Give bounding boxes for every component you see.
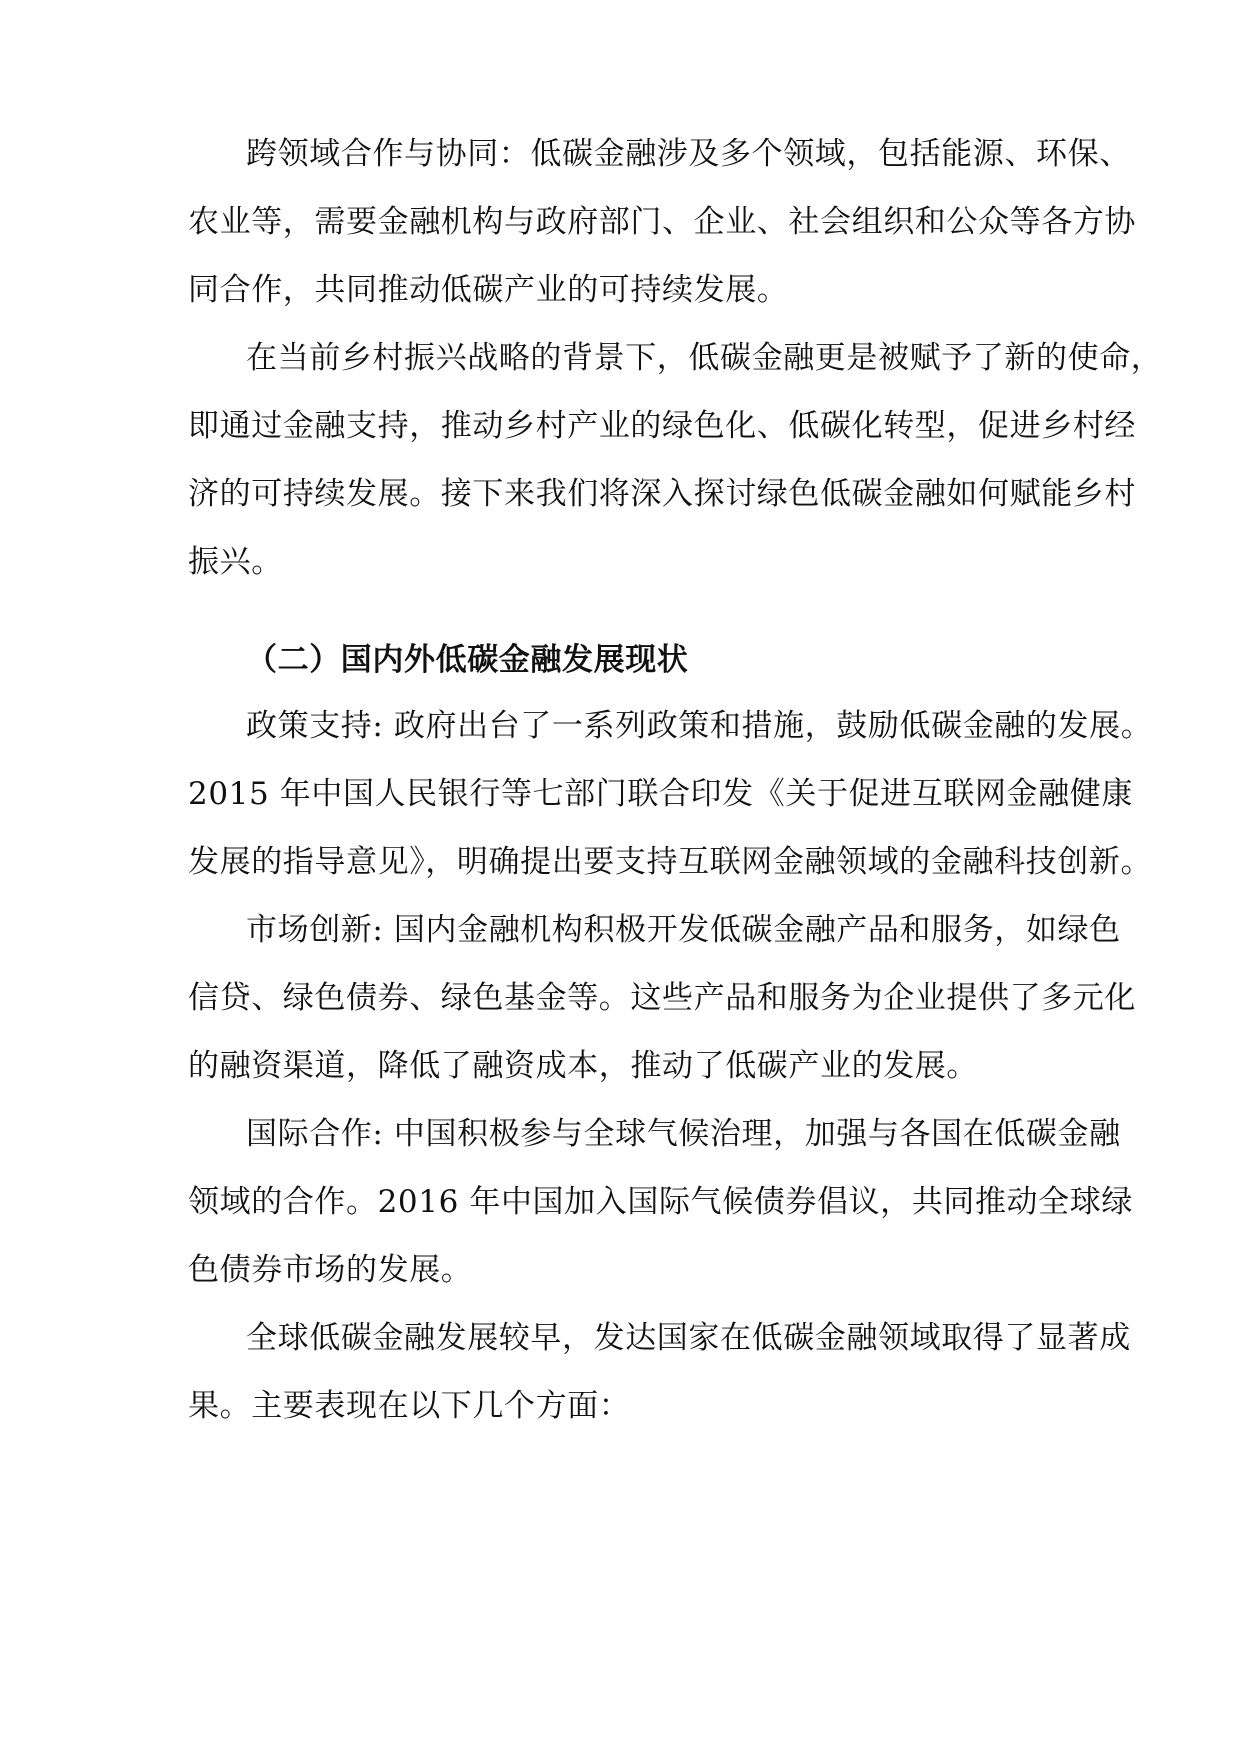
text-line: 发展的指导意见》，明确提出要支持互联网金融领域的金融科技创新。 [188, 844, 1153, 880]
text-line: 在当前乡村振兴战略的背景下，低碳金融更是被赋予了新的使命， [246, 340, 1163, 376]
text-line: 农业等，需要金融机构与政府部门、企业、社会组织和公众等各方协 [188, 204, 1136, 240]
text-line: 跨领域合作与协同：低碳金融涉及多个领域，包括能源、环保、 [246, 136, 1131, 172]
text-line: 2015 年中国人民银行等七部门联合印发《关于促进互联网金融健康 [188, 776, 1133, 812]
text-line: 市场创新: 国内金融机构积极开发低碳金融产品和服务，如绿色 [246, 912, 1121, 948]
text-line: 同合作，共同推动低碳产业的可持续发展。 [188, 272, 789, 308]
text-line: 色债券市场的发展。 [188, 1252, 473, 1288]
text-line: 全球低碳金融发展较早，发达国家在低碳金融领域取得了显著成 [246, 1320, 1131, 1356]
text-line: 即通过金融支持，推动乡村产业的绿色化、低碳化转型，促进乡村经 [188, 408, 1136, 444]
text-line: 果。主要表现在以下几个方面： [188, 1388, 631, 1424]
section-heading: （二）国内外低碳金融发展现状 [246, 642, 689, 678]
text-line: 济的可持续发展。接下来我们将深入探讨绿色低碳金融如何赋能乡村 [188, 476, 1136, 512]
text-line: 的融资渠道，降低了融资成本，推动了低碳产业的发展。 [188, 1048, 978, 1084]
text-line: 政策支持: 政府出台了一系列政策和措施，鼓励低碳金融的发展。 [246, 708, 1153, 744]
text-line: 振兴。 [188, 544, 283, 580]
text-line: 信贷、绿色债券、绿色基金等。这些产品和服务为企业提供了多元化 [188, 980, 1136, 1016]
text-line: 领域的合作。2016 年中国加入国际气候债券倡议，共同推动全球绿 [188, 1184, 1133, 1220]
text-line: 国际合作: 中国积极参与全球气候治理，加强与各国在低碳金融 [246, 1116, 1121, 1152]
